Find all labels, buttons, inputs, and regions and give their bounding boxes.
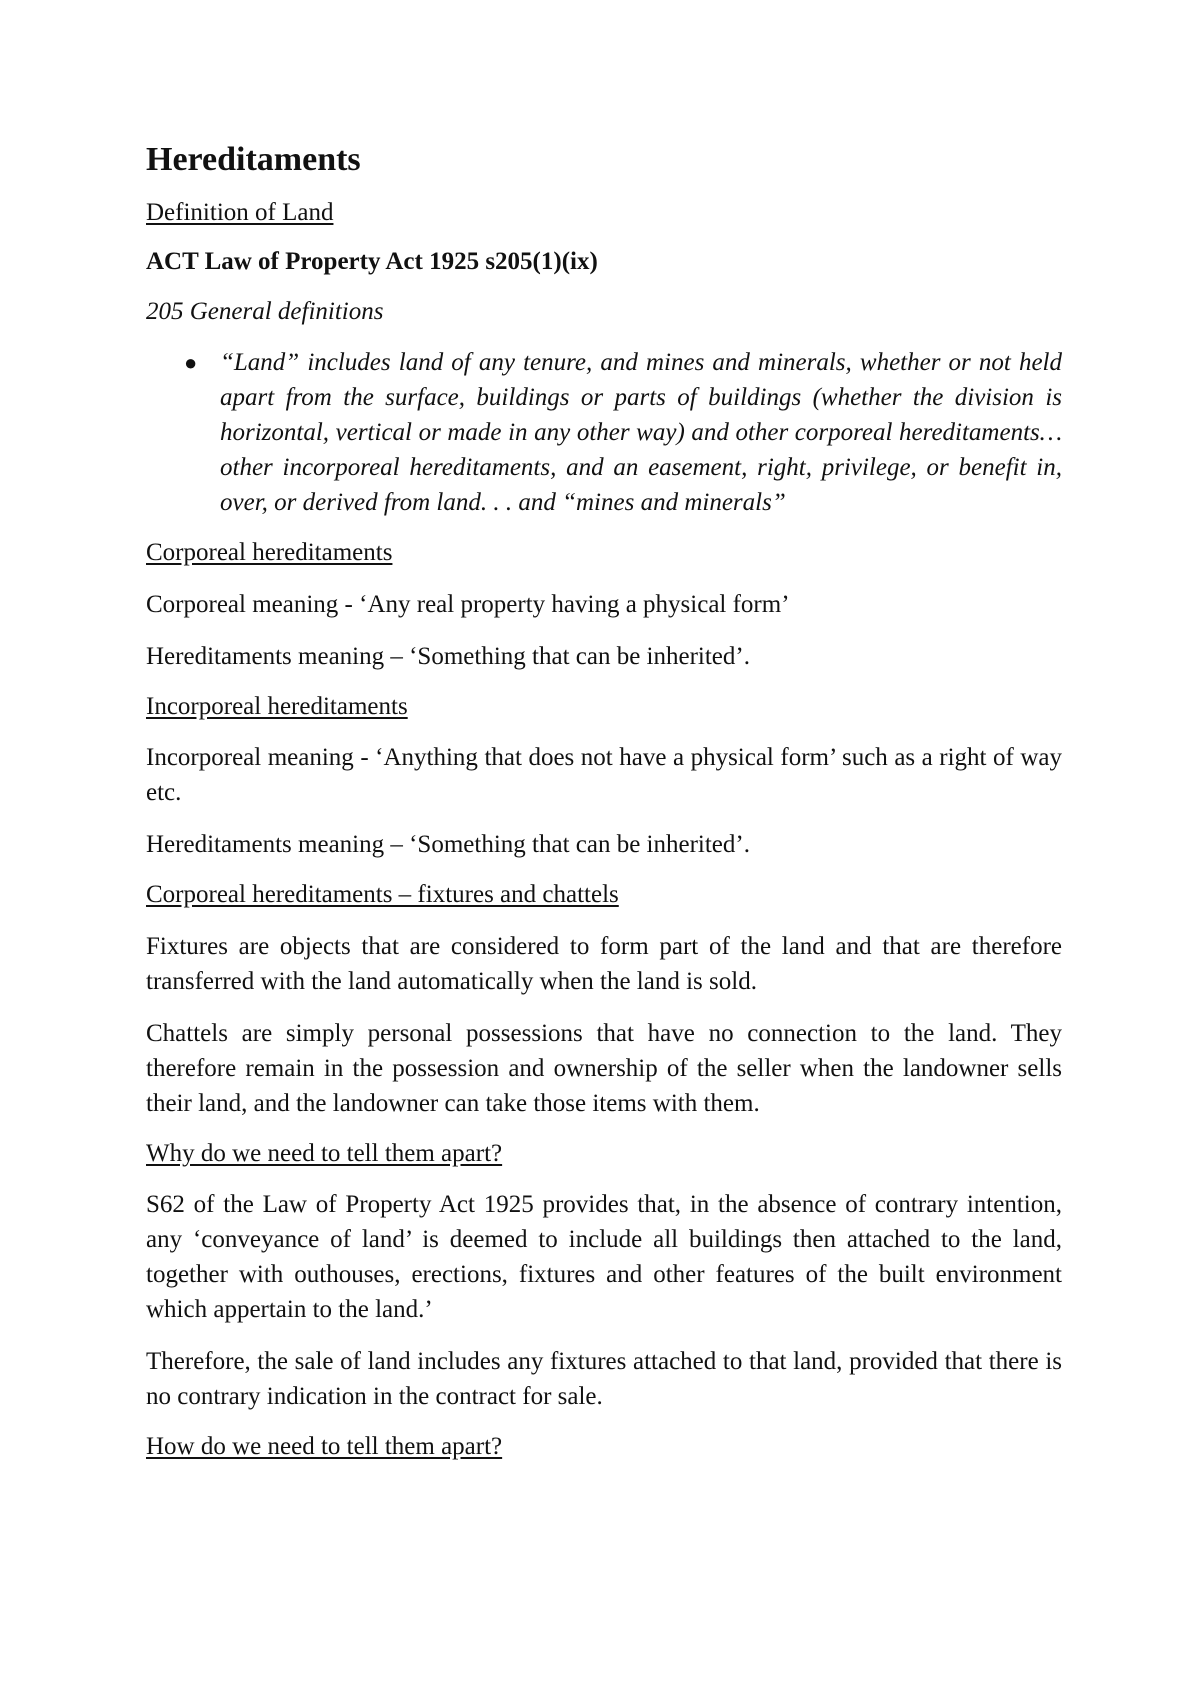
therefore-paragraph: Therefore, the sale of land includes any fixtures attached to that land, provided that there is no contrary indication in the contract for sale. <box>146 1348 1062 1411</box>
s62-paragraph: S62 of the Law of Property Act 1925 provides that, in the absence of contrary intention, any ‘conveyance of land’ is deemed to include all buildings then attached to the land, together with outhouses, erections, fixtures and other features of the built environment which appertain to the land.’ <box>146 1191 1062 1324</box>
heading-how-tell-apart: How do we need to tell them apart? <box>146 1433 503 1461</box>
heading-corporeal-hereditaments: Corporeal hereditaments <box>146 539 393 567</box>
hereditaments-meaning-2: Hereditaments meaning – ‘Something that can be inherited’. <box>146 831 750 859</box>
heading-fixtures-and-chattels: Corporeal hereditaments – fixtures and chattels <box>146 881 619 909</box>
list-item <box>146 345 1062 520</box>
heading-incorporeal-hereditaments: Incorporeal hereditaments <box>146 692 408 720</box>
corporeal-meaning: Corporeal meaning - ‘Any real property having a physical form’ <box>146 590 790 618</box>
general-definitions-label: 205 General definitions <box>146 297 384 325</box>
act-reference: ACT Law of Property Act 1925 s205(1)(ix) <box>146 248 598 276</box>
incorporeal-meaning: Incorporeal meaning - ‘Anything that does not have a physical form’ such as a right of way etc. <box>146 744 1062 807</box>
document-page <box>146 140 1062 1481</box>
land-definition-text: “Land” includes land of any tenure, and mines and minerals, whether or not held apart from the surface, buildings or parts of buildings (whether the division is horizontal, vertical or made in any other way) and other corporeal hereditaments… other incorporeal hereditaments, and an easement, right, privilege, or benefit in, over, or derived from land. . . and “mines and minerals” <box>220 349 1062 517</box>
definition-bullet-list <box>146 345 1062 520</box>
heading-definition-of-land: Definition of Land <box>146 198 334 226</box>
hereditaments-meaning-1: Hereditaments meaning – ‘Something that can be inherited’. <box>146 642 750 670</box>
bullet-icon: ● <box>184 350 198 376</box>
fixtures-paragraph: Fixtures are objects that are considered to form part of the land and that are therefore transferred with the land automatically when the land is sold. <box>146 932 1062 995</box>
heading-why-tell-apart: Why do we need to tell them apart? <box>146 1139 503 1167</box>
document-title: Hereditaments <box>146 141 361 178</box>
chattels-paragraph: Chattels are simply personal possessions that have no connection to the land. They therefore remain in the possession and ownership of the seller when the landowner sells their land, and the landowner can take those items with them. <box>146 1019 1062 1117</box>
